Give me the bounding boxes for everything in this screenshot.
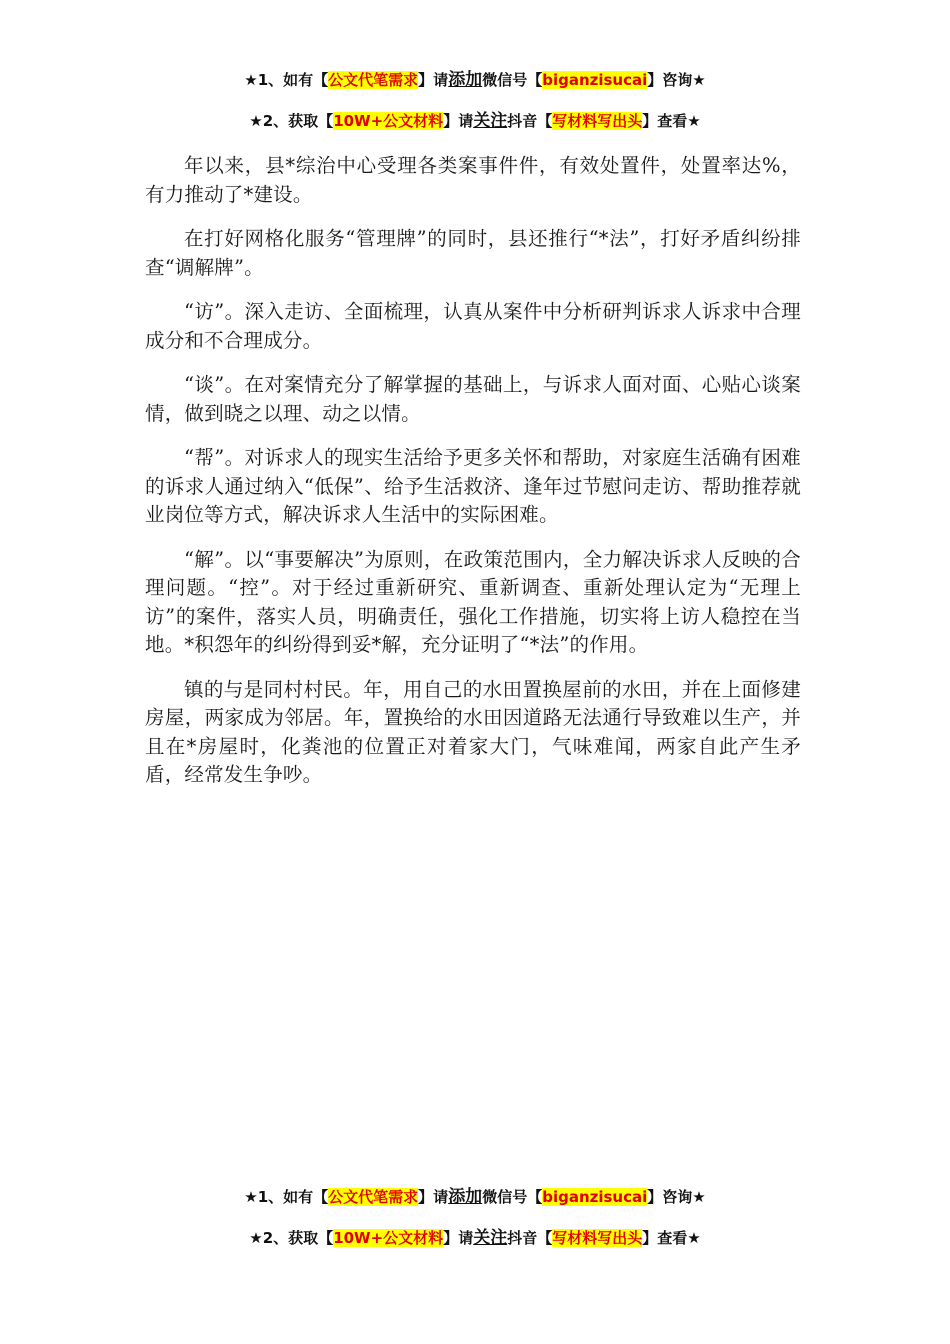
banner-prefix: ★1、如有【	[244, 71, 329, 89]
document-body	[145, 152, 801, 806]
banner-text: 微信号【	[482, 71, 543, 89]
banner-highlight-wechat-id: biganzisucai	[542, 71, 648, 89]
banner-suffix: 】咨询★	[647, 71, 706, 89]
paragraph: 年以来，县*综治中心受理各类案事件件，有效处置件，处置率达%，有力推动了*建设。	[145, 154, 801, 206]
banner-text: 抖音【	[507, 112, 553, 130]
header-banner-wechat	[0, 70, 950, 90]
banner-text: 】请	[418, 1188, 449, 1206]
banner-underlined-follow: 关注	[473, 1228, 508, 1248]
banner-underlined-add: 添加	[448, 70, 483, 90]
banner-prefix: ★2、获取【	[249, 112, 334, 130]
paragraph: 在打好网格化服务“管理牌”的同时，县还推行“*法”，打好矛盾纠纷排查“调解牌”。	[145, 227, 801, 279]
banner-suffix: 】查看★	[642, 112, 701, 130]
footer-banner-douyin	[0, 1228, 950, 1248]
footer-banner-wechat	[0, 1187, 950, 1207]
banner-underlined-add: 添加	[448, 1187, 483, 1207]
banner-highlight-materials: 10W+公文材料	[333, 112, 444, 130]
banner-text: 抖音【	[507, 1229, 553, 1247]
banner-text: 微信号【	[482, 1188, 543, 1206]
banner-highlight-materials: 10W+公文材料	[333, 1229, 444, 1247]
banner-prefix: ★2、获取【	[249, 1229, 334, 1247]
banner-text: 】请	[443, 1229, 474, 1247]
header-banner-douyin	[0, 111, 950, 131]
paragraph: “帮”。对诉求人的现实生活给予更多关怀和帮助，对家庭生活确有困难的诉求人通过纳入“低保”、给予生活救济、逢年过节慰问走访、帮助推荐就业岗位等方式，解决诉求人生活中的实际困难。	[145, 446, 801, 526]
paragraph: “解”。以“事要解决”为原则，在政策范围内，全力解决诉求人反映的合理问题。“控”。对于经过重新研究、重新调查、重新处理认定为“无理上访”的案件，落实人员，明确责任，强化工作措施，切实将上访人稳控在当地。*积怨年的纠纷得到妥*解，充分证明了“*法”的作用。	[145, 547, 801, 656]
banner-highlight-wechat-id: biganzisucai	[542, 1188, 648, 1206]
paragraph: “访”。深入走访、全面梳理，认真从案件中分析研判诉求人诉求中合理成分和不合理成分。	[145, 300, 801, 352]
banner-prefix: ★1、如有【	[244, 1188, 329, 1206]
banner-highlight-douyin-name: 写材料写出头	[552, 112, 643, 130]
banner-highlight-douyin-name: 写材料写出头	[552, 1229, 643, 1247]
banner-suffix: 】查看★	[642, 1229, 701, 1247]
banner-underlined-follow: 关注	[473, 111, 508, 131]
banner-text: 】请	[418, 71, 449, 89]
banner-highlight-service: 公文代笔需求	[328, 71, 419, 89]
banner-text: 】请	[443, 112, 474, 130]
paragraph: 镇的与是同村村民。年，用自己的水田置换屋前的水田，并在上面修建房屋，两家成为邻居。年，置换给的水田因道路无法通行导致难以生产，并且在*房屋时，化粪池的位置正对着家大门，气味难闻，两家自此产生矛盾，经常发生争吵。	[145, 677, 801, 786]
banner-suffix: 】咨询★	[647, 1188, 706, 1206]
banner-highlight-service: 公文代笔需求	[328, 1188, 419, 1206]
paragraph: “谈”。在对案情充分了解掌握的基础上，与诉求人面对面、心贴心谈案情，做到晓之以理、动之以情。	[145, 373, 801, 425]
